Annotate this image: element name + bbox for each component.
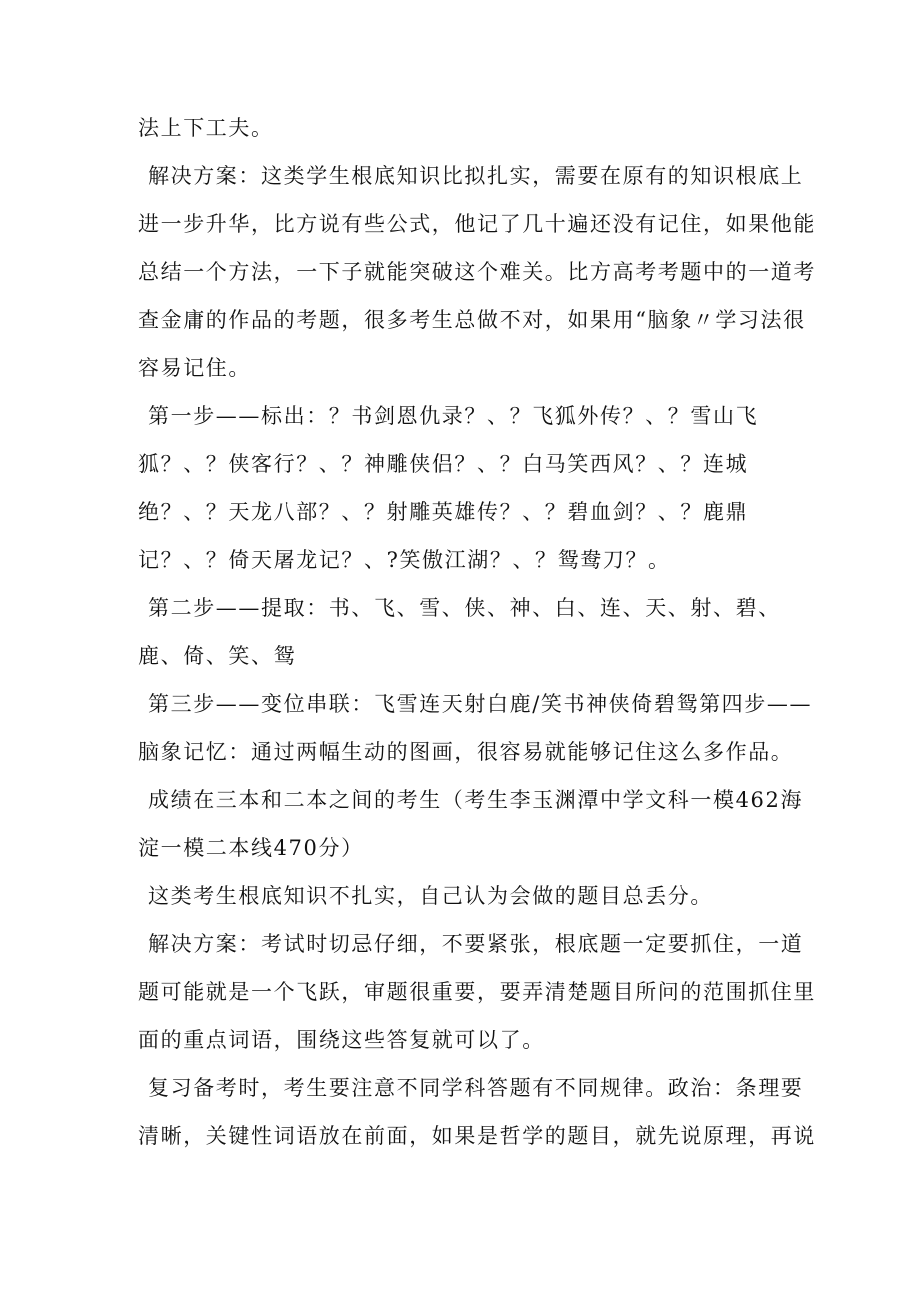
text-line: 成绩在三本和二本之间的考生（考生李玉渊潭中学文科一模462海 xyxy=(148,788,804,812)
text-line: 鹿、倚、笑、鸳 xyxy=(138,644,297,668)
text-line: 查金庸的作品的考题，很多考生总做不对，如果用“脑象〃学习法很 xyxy=(138,308,806,332)
text-line: 复习备考时，考生要注意不同学科答题有不同规律。政治：条理要 xyxy=(148,1076,804,1100)
text-line: 第二步——提取：书、飞、雪、侠、神、白、连、天、射、碧、 xyxy=(148,596,781,620)
text-line: 淀一模二本线470分） xyxy=(138,836,364,860)
text-line: 记？、？倚天屠龙记？、?笑傲江湖？、？鸳鸯刀？。 xyxy=(138,548,671,572)
text-line: 狐？、？侠客行？、？神雕侠侣？、？白马笑西风？、？连城 xyxy=(138,452,749,476)
text-line: 解决方案：考试时切忌仔细，不要紧张，根底题一定要抓住，一道 xyxy=(148,932,804,956)
text-line: 容易记住。 xyxy=(138,356,251,380)
text-line: 清晰，关键性词语放在前面，如果是哲学的题目，就先说原理，再说 xyxy=(138,1124,816,1148)
text-line: 进一步升华，比方说有些公式，他记了几十遍还没有记住，如果他能 xyxy=(138,212,816,236)
text-line: 脑象记忆：通过两幅生动的图画，很容易就能够记住这么多作品。 xyxy=(138,740,794,764)
text-line: 法上下工夫。 xyxy=(138,116,274,140)
text-line: 面的重点词语，围绕这些答复就可以了。 xyxy=(138,1028,545,1052)
text-line: 第三步——变位串联：飞雪连天射白鹿/笑书神侠倚碧鸳第四步—— xyxy=(148,692,813,716)
text-line: 题可能就是一个飞跃，审题很重要，要弄清楚题目所问的范围抓住里 xyxy=(138,980,816,1004)
text-line: 总结一个方法，一下子就能突破这个难关。比方高考考题中的一道考 xyxy=(138,260,816,284)
text-line: 绝？、？天龙八部？、？射雕英雄传？、？碧血剑？、？鹿鼎 xyxy=(138,500,749,524)
text-line: 这类考生根底知识不扎实，自己认为会做的题目总丢分。 xyxy=(148,884,713,908)
text-line: 第一步——标出：？书剑恩仇录？、？飞狐外传？、？雪山飞 xyxy=(148,404,759,428)
text-line: 解决方案：这类学生根底知识比拟扎实，需要在原有的知识根底上 xyxy=(148,164,804,188)
